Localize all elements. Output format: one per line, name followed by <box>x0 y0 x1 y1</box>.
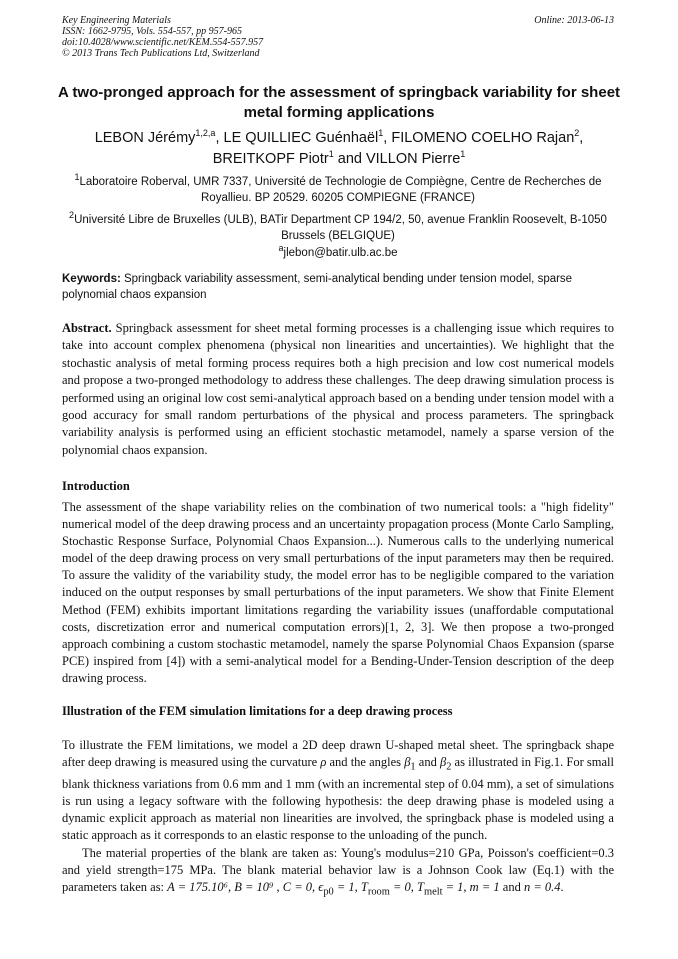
introduction-paragraph: The assessment of the shape variability relies on the combination of two numerical tools: a "high fidelity" numerical model of the deep drawing process and an uncertainty propagation process (Monte Carlo Sampling, Stochastic Response Surface, Polynomial Chaos Expansion...). Numerous calls to the underlying numerical model of the deep drawing process on very small perturbations of the input parameters may then be required. To assure the validity of the variability study, the model error has to be negligible compared to the variation induced on the output responses by small perturbations of the input parameters. We show that Finite Element Method (FEM) exhibits important limitations regarding the variability issues (unaffordable computational costs, discretization error and numerical computation errors)[1, 2, 3]. We then propose a two-pronged approach combining a custom stochastic metamodel, namely the sparse Polynomial Chaos Expansion (sparse PCE) inspired from [4]) with a semi-analytical model for a Bending-Under-Tension description of the deep drawing process. <box>62 500 614 685</box>
author-list <box>40 128 638 170</box>
section-heading-fem: Illustration of the FEM simulation limitations for a deep drawing process <box>62 704 453 718</box>
keywords-label: Keywords: <box>62 273 121 285</box>
math-rho: ρ <box>320 755 327 770</box>
abstract-text: Springback assessment for sheet metal forming processes is a challenging issue which requires to take into account complex phenomena (physical non linearities and uncertainties). We highlight that the stochastic analysis of metal forming process requires both a high precision and low cost numerical models and propose a two-pronged methodology to address these challenges. The deep drawing simulation process is performed using an original low cost semi-analytical approach based on a bending under tension model with a good accuracy for small random perturbations of the physical and process parameters. The springback variability analysis is performed using an efficient stochastic metamodel, namely a sparse version of the polynomial chaos expansion. <box>62 321 614 457</box>
affiliation-1 <box>62 174 614 206</box>
fem-paragraph-2 <box>62 845 614 901</box>
author-superscript: 1 <box>460 149 466 160</box>
author-name: , LE QUILLIEC Guénhaël <box>215 130 379 146</box>
online-date: Online: 2013-06-13 <box>534 15 614 26</box>
author-name: and VILLON Pierre <box>333 151 461 167</box>
journal-header <box>62 15 614 59</box>
math-parameters: A = 175.10⁶, B = 10⁹ , C = 0, ϵ <box>167 880 324 895</box>
paragraph-text: and the angles <box>326 755 405 770</box>
author-superscript: 1,2,a <box>195 128 216 139</box>
keywords-text: Springback variability assessment, semi-analytical bending under tension model, sparse polynomial chaos expansion <box>62 273 573 301</box>
author-name: , FILOMENO COELHO Rajan <box>383 130 575 146</box>
paragraph-text: To illustrate the FEM limitations, we model a 2D deep drawn U-shaped metal sheet. The springback shape after deep drawing is measured using the curvature <box>62 738 614 770</box>
affiliation-marker: 2 <box>69 210 75 221</box>
author-superscript: 2 <box>574 128 580 139</box>
math-subscript: melt <box>424 886 443 898</box>
affiliation-text: Université Libre de Bruxelles (ULB), BATir Department CP 194/2, 50, avenue Franklin Roosevelt, B-1050 Brussels (BELGIQUE) <box>74 214 607 242</box>
affiliation-2 <box>62 212 614 244</box>
affiliation-marker: 1 <box>74 172 80 183</box>
paragraph-text: The material properties of the blank are taken as: Young's modulus=210 GPa, Poisson's coefficient=0.3 and yield strength=175 MPa. The blank material behavior law is a Johnson Cook law (Eq.1) with the parameters taken as: <box>62 846 614 895</box>
paragraph-text: as illustrated in Fig.1. For small blank thickness variations from 0.6 mm and 1 mm (with an incremental step of 0.04 mm), a set of simulations is run using a legacy software with the following hypothesis: the deep drawing phase is modeled using a dynamic explicit approach as material non linearities are involved, the springback phase is modeled using a static approach as it corresponds to an elastic response to the unloading of the punch. <box>62 755 614 842</box>
keywords-block <box>62 271 614 303</box>
journal-name: Key Engineering Materials <box>62 15 171 26</box>
author-superscript: 1 <box>328 149 334 160</box>
issn-line: ISSN: 1662-9795, Vols. 554-557, pp 957-965 <box>62 26 242 37</box>
paper-title: A two-pronged approach for the assessment of springback variability for sheet metal forming applications <box>57 84 621 121</box>
email-marker: a <box>278 243 284 254</box>
paragraph-text: and <box>415 755 440 770</box>
math-subscript: 2 <box>446 761 452 773</box>
math-subscript: 1 <box>410 761 416 773</box>
affiliation-text: Laboratoire Roberval, UMR 7337, Université de Technologie de Compiègne, Centre de Recherches de Royallieu. BP 20529. 60205 COMPIEGNE (FRANCE) <box>79 176 602 204</box>
fem-paragraph-1 <box>62 737 614 844</box>
math-subscript: p0 <box>323 886 334 898</box>
author-name: LEBON Jérémy <box>94 130 196 146</box>
math-n: n = 0.4 <box>523 880 561 895</box>
contact-email <box>62 245 614 261</box>
math-parameters: = 1, T <box>333 880 368 895</box>
author-separator: , <box>579 130 584 146</box>
copyright-line: © 2013 Trans Tech Publications Ltd, Switzerland <box>62 48 260 59</box>
abstract-block <box>62 320 614 459</box>
abstract-label: Abstract. <box>62 321 112 335</box>
section-heading-introduction: Introduction <box>62 479 130 493</box>
email-address: jlebon@batir.ulb.ac.be <box>283 247 398 259</box>
author-superscript: 1 <box>378 128 384 139</box>
math-beta2: β <box>439 755 447 770</box>
author-name: BREITKOPF Piotr <box>212 151 329 167</box>
math-beta1: β <box>404 755 411 770</box>
paragraph-text: and <box>499 880 524 895</box>
paragraph-text: . <box>560 880 564 895</box>
doi-line: doi:10.4028/www.scientific.net/KEM.554-557.957 <box>62 37 264 48</box>
math-parameters: = 1, m = 1 <box>442 880 500 895</box>
math-parameters: = 0, T <box>389 880 424 895</box>
math-subscript: room <box>367 886 390 898</box>
